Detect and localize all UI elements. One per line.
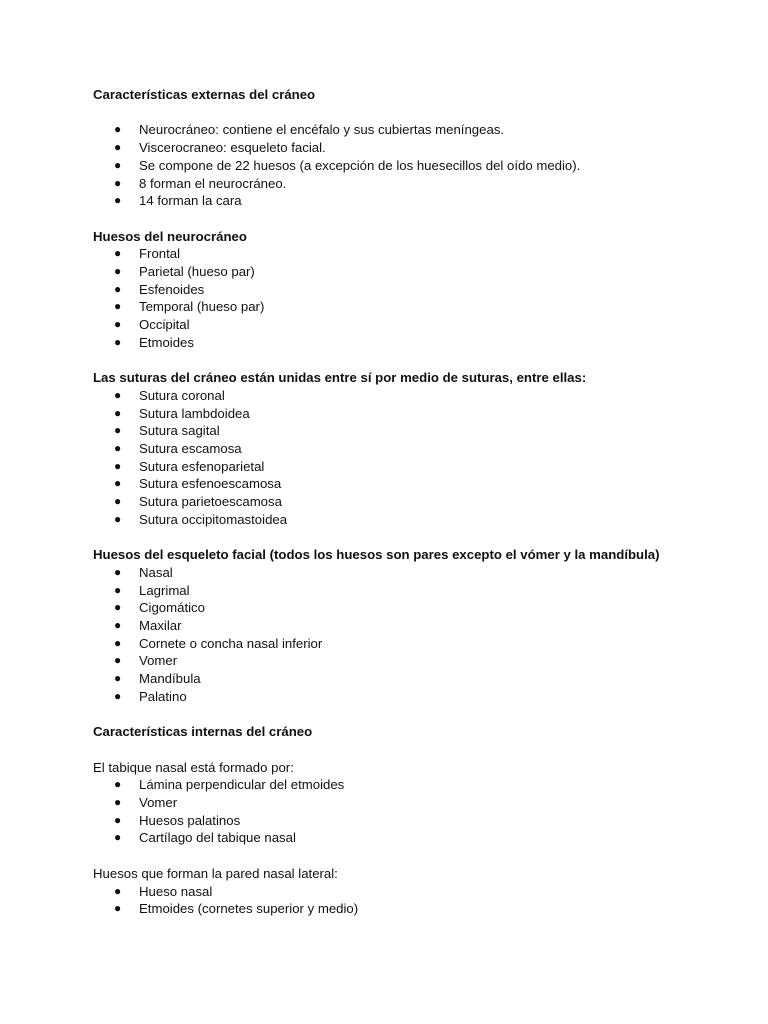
list-item	[93, 458, 673, 476]
spacer	[93, 104, 673, 122]
list-item-text: Sutura occipitomastoidea	[139, 511, 288, 527]
list-item-text: Se compone de 22 huesos (a excepción de los huesecillos del oído medio).	[139, 157, 581, 173]
list-item-text: Sutura escamosa	[139, 441, 242, 457]
paragraph-lateral-nasal-wall: Huesos que forman la pared nasal lateral:	[93, 865, 338, 881]
list-item-text: Esfenoides	[139, 281, 205, 297]
list-item	[93, 900, 673, 918]
list-item-text: Sutura sagital	[139, 423, 220, 439]
section-heading-sutures: Las suturas del cráneo están unidas entre sí por medio de suturas, entre ellas:	[93, 370, 587, 386]
list-item-text: Huesos palatinos	[139, 812, 241, 828]
list-item-text: Sutura parietoescamosa	[139, 494, 282, 510]
list-item-text: 8 forman el neurocráneo.	[139, 175, 287, 191]
list-item-text: 14 forman la cara	[139, 193, 242, 209]
section-heading-external-features: Características externas del cráneo	[93, 87, 316, 102]
list-item-text: Parietal (hueso par)	[139, 264, 255, 279]
list-item	[93, 493, 673, 511]
bullet-icon: ●	[114, 334, 122, 349]
list-item	[93, 635, 673, 653]
list-item	[93, 599, 673, 617]
bullet-icon: ●	[114, 511, 122, 526]
bullet-list-nasal-septum	[93, 776, 673, 847]
bullet-icon: ●	[114, 564, 122, 579]
bullet-icon: ●	[114, 582, 122, 597]
list-item	[93, 812, 673, 830]
list-item	[93, 652, 673, 670]
list-item	[93, 157, 673, 175]
list-item-text: Etmoides (cornetes superior y medio)	[139, 901, 359, 917]
bullet-icon: ●	[114, 883, 122, 898]
bullet-icon: ●	[114, 387, 122, 402]
section-heading-internal-features: Características internas del cráneo	[93, 724, 313, 740]
list-item	[93, 387, 673, 405]
list-item-text: Vomer	[139, 653, 178, 669]
document-page	[93, 86, 673, 918]
bullet-icon: ●	[114, 600, 122, 615]
list-item-text: Sutura esfenoparietal	[139, 458, 265, 474]
list-item	[93, 670, 673, 688]
bullet-list-sutures	[93, 387, 673, 529]
spacer	[93, 210, 673, 228]
list-item	[93, 281, 673, 299]
list-item-text: Maxilar	[139, 618, 182, 634]
spacer	[93, 352, 673, 370]
section-heading-neurocranium-bones: Huesos del neurocráneo	[93, 228, 247, 244]
list-item-text: Viscerocraneo: esqueleto facial.	[139, 140, 326, 156]
bullet-list-lateral-nasal-wall	[93, 883, 673, 918]
bullet-icon: ●	[114, 830, 122, 845]
list-item-text: Occipital	[139, 317, 190, 333]
list-item	[93, 776, 673, 794]
list-item-text: Etmoides	[139, 334, 194, 350]
bullet-icon: ●	[114, 494, 122, 509]
list-item-text: Vomer	[139, 795, 178, 811]
list-item	[93, 405, 673, 423]
list-item-text: Neurocráneo: contiene el encéfalo y sus cubiertas meníngeas.	[139, 122, 505, 138]
list-item	[93, 139, 673, 157]
bullet-icon: ●	[114, 175, 122, 190]
bullet-icon: ●	[114, 441, 122, 456]
list-item	[93, 617, 673, 635]
bullet-icon: ●	[114, 795, 122, 810]
section-heading-facial-skeleton: Huesos del esqueleto facial (todos los huesos son pares excepto el vómer y la mandíbula)	[93, 547, 660, 563]
spacer	[93, 847, 673, 865]
list-item-text: Mandíbula	[139, 671, 201, 687]
list-item	[93, 582, 673, 600]
bullet-icon: ●	[114, 122, 122, 137]
list-item	[93, 688, 673, 706]
spacer	[93, 741, 673, 759]
list-item	[93, 316, 673, 334]
list-item	[93, 564, 673, 582]
list-item	[93, 192, 673, 210]
list-item-text: Nasal	[139, 564, 173, 580]
bullet-icon: ●	[114, 901, 122, 916]
bullet-icon: ●	[114, 317, 122, 332]
bullet-icon: ●	[114, 777, 122, 792]
list-item	[93, 883, 673, 901]
list-item	[93, 121, 673, 139]
bullet-icon: ●	[114, 458, 122, 473]
paragraph-nasal-septum: El tabique nasal está formado por:	[93, 759, 294, 775]
list-item	[93, 245, 673, 263]
list-item-text: Sutura esfenoescamosa	[139, 476, 282, 492]
spacer	[93, 529, 673, 547]
list-item-text: Cornete o concha nasal inferior	[139, 635, 323, 651]
bullet-icon: ●	[114, 423, 122, 438]
bullet-icon: ●	[114, 281, 122, 296]
list-item-text: Sutura lambdoidea	[139, 405, 250, 421]
bullet-icon: ●	[114, 264, 122, 278]
bullet-icon: ●	[114, 653, 122, 668]
list-item-text: Palatino	[139, 688, 187, 704]
list-item-text: Lagrimal	[139, 582, 190, 598]
bullet-list-neurocranium-bones	[93, 245, 673, 351]
bullet-icon: ●	[114, 193, 122, 208]
list-item	[93, 334, 673, 352]
list-item	[93, 829, 673, 847]
list-item	[93, 475, 673, 493]
list-item	[93, 298, 673, 316]
bullet-icon: ●	[114, 671, 122, 686]
bullet-icon: ●	[114, 635, 122, 650]
list-item	[93, 511, 673, 529]
list-item	[93, 175, 673, 193]
list-item	[93, 422, 673, 440]
bullet-icon: ●	[114, 299, 122, 314]
bullet-icon: ●	[114, 688, 122, 703]
bullet-icon: ●	[114, 812, 122, 827]
bullet-icon: ●	[114, 246, 122, 261]
list-item-text: Cigomático	[139, 600, 205, 616]
bullet-list-external-features	[93, 121, 673, 210]
list-item-text: Frontal	[139, 246, 181, 262]
bullet-icon: ●	[114, 405, 122, 420]
list-item-text: Cartílago del tabique nasal	[139, 830, 296, 846]
list-item-text: Sutura coronal	[139, 387, 225, 403]
list-item-text: Temporal (hueso par)	[139, 299, 265, 315]
bullet-icon: ●	[114, 476, 122, 491]
list-item-text: Lámina perpendicular del etmoides	[139, 777, 345, 793]
bullet-list-facial-bones	[93, 564, 673, 706]
list-item-text: Hueso nasal	[139, 883, 213, 899]
list-item	[93, 263, 673, 281]
list-item	[93, 794, 673, 812]
spacer	[93, 706, 673, 724]
bullet-icon: ●	[114, 140, 122, 155]
bullet-icon: ●	[114, 618, 122, 633]
list-item	[93, 440, 673, 458]
bullet-icon: ●	[114, 157, 122, 172]
